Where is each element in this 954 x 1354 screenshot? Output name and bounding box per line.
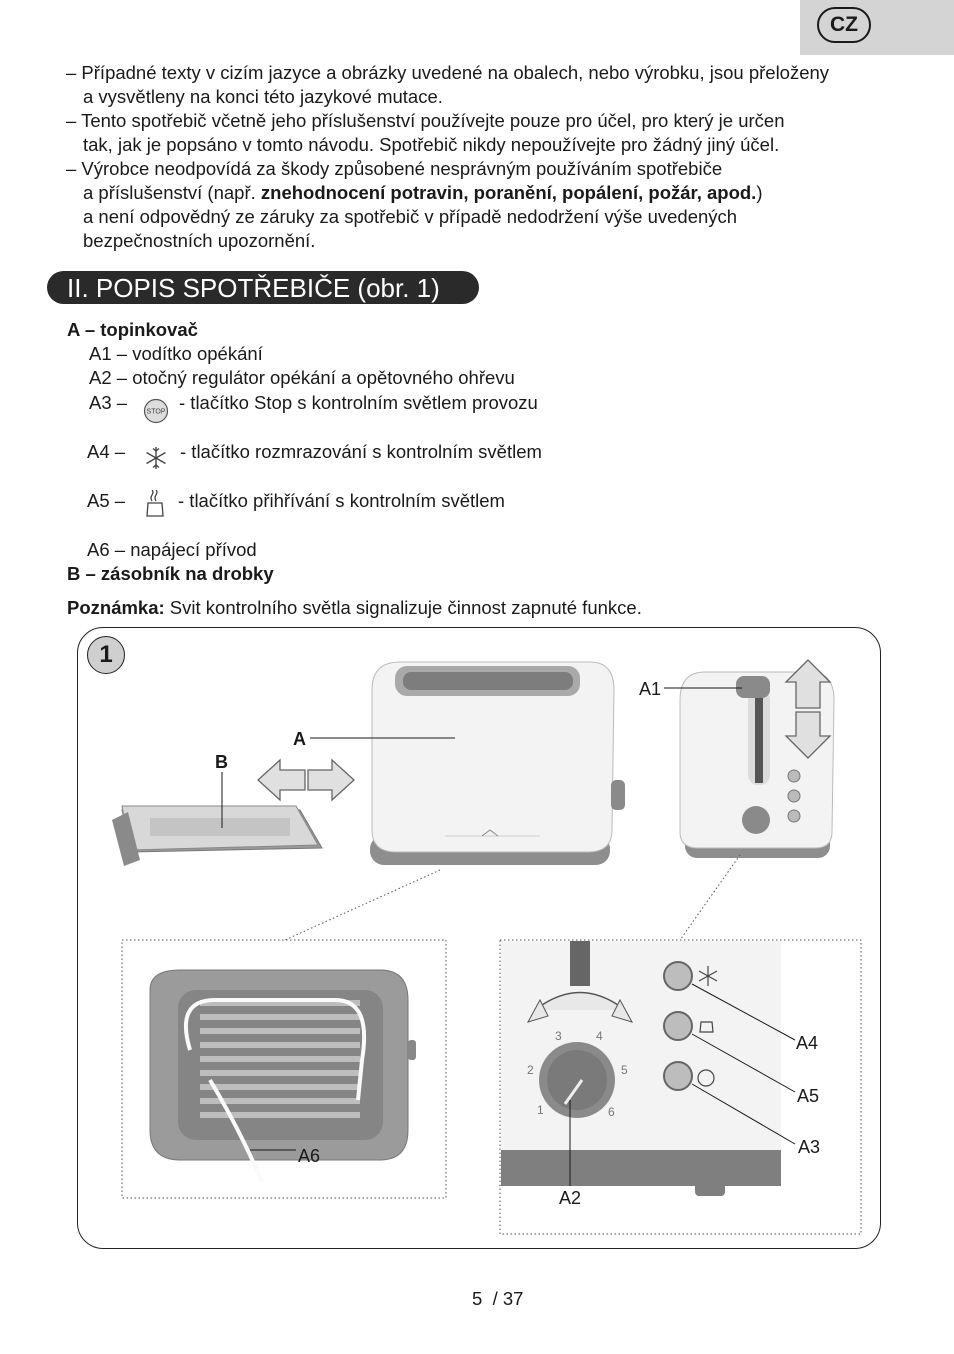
part-a3-prefix: A3 –: [89, 392, 128, 413]
intro-text: a příslušenství (např.: [83, 182, 261, 203]
figure-number: 1: [87, 636, 125, 674]
label-a6: A6: [298, 1146, 321, 1166]
language-badge: CZ: [817, 7, 871, 43]
label-b: B: [215, 752, 228, 772]
dial-number: 5: [621, 1063, 628, 1077]
part-a3-text: - tlačítko Stop s kontrolním světlem provozu: [179, 392, 538, 413]
part-a4-text: - tlačítko rozmrazování s kontrolním světlem: [180, 441, 542, 462]
intro-line: – Výrobce neodpovídá za škody způsobené nesprávným používáním spotřebiče: [66, 158, 723, 179]
label-a5: A5: [797, 1086, 820, 1106]
dial-number: 3: [555, 1029, 562, 1043]
dial-number: 2: [527, 1063, 534, 1077]
svg-text:STOP: STOP: [146, 408, 166, 416]
dial-number: 4: [596, 1029, 603, 1043]
part-a2: A2 – otočný regulátor opékání a opětovného ohřevu: [89, 367, 515, 388]
part-a5-text: - tlačítko přihřívání s kontrolním světlem: [178, 490, 505, 511]
part-a6: A6 – napájecí přívod: [87, 539, 257, 560]
crumb-tray-drawing: [112, 806, 322, 866]
page-number: 5 / 37: [472, 1288, 524, 1309]
intro-line: tak, jak je popsáno v tomto návodu. Spotřebič nikdy nepoužívejte pro žádný jiný účel.: [83, 134, 780, 155]
controls-closeup-drawing: [501, 941, 781, 1196]
label-a3: A3: [798, 1137, 821, 1157]
section-heading: II. POPIS SPOTŘEBIČE (obr. 1): [47, 271, 479, 304]
intro-line: – Tento spotřebič včetně jeho příslušenství používejte pouze pro účel, pro který je určen: [66, 110, 785, 131]
part-b-title: B – zásobník na drobky: [67, 563, 274, 584]
intro-line: a vysvětleny na konci této jazykové mutace.: [83, 86, 443, 107]
part-a-title: A – topinkovač: [67, 319, 198, 340]
label-a: A: [293, 729, 306, 749]
part-a5-prefix: A5 –: [87, 490, 126, 511]
dial-number: 6: [608, 1105, 615, 1119]
intro-line: – Případné texty v cizím jazyce a obrázky uvedené na obalech, nebo výrobku, jsou přeloženy: [66, 62, 830, 83]
label-a1: A1: [639, 679, 662, 699]
note-text: Svit kontrolního světla signalizuje činnost zapnuté funkce.: [164, 597, 642, 618]
part-a4-prefix: A4 –: [87, 441, 126, 462]
intro-line: a není odpovědný ze záruky za spotřebič v případě nedodržení výše uvedených: [83, 206, 738, 227]
toaster-main-drawing: [370, 662, 625, 865]
dial-number: 1: [537, 1103, 544, 1117]
label-a4: A4: [796, 1033, 819, 1053]
intro-line: bezpečnostních upozornění.: [83, 230, 316, 251]
label-a2: A2: [559, 1188, 582, 1208]
part-a1: A1 – vodítko opékání: [89, 343, 263, 364]
note-label: Poznámka:: [67, 597, 165, 618]
intro-bold-text: znehodnocení potravin, poranění, popálení, požár, apod.: [260, 182, 757, 203]
intro-text: ): [756, 182, 763, 203]
